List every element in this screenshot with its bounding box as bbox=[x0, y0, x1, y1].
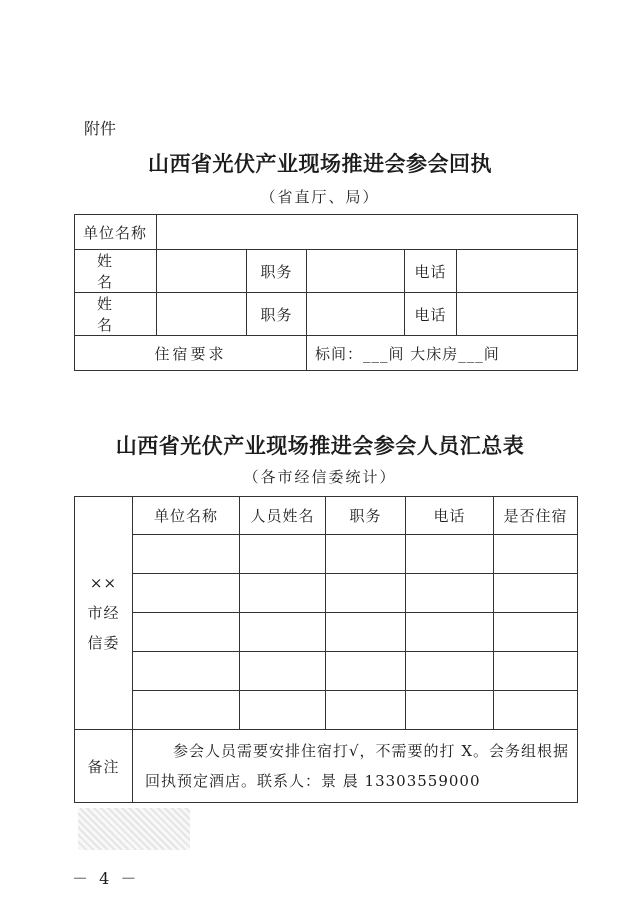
header-phone: 电话 bbox=[406, 497, 494, 535]
cell[interactable] bbox=[326, 652, 406, 691]
table-row bbox=[75, 293, 578, 336]
page-number: － 4 － bbox=[72, 869, 140, 888]
cell[interactable] bbox=[240, 652, 326, 691]
table-row bbox=[75, 215, 578, 250]
table-row bbox=[75, 691, 578, 730]
name-label: 姓 名 bbox=[75, 293, 157, 336]
cell[interactable] bbox=[240, 574, 326, 613]
note-text: 参会人员需要安排住宿打√，不需要的打 X。会务组根据回执预定酒店。联系人：景 晨 13303559000 bbox=[133, 730, 578, 803]
header-position: 职务 bbox=[326, 497, 406, 535]
header-lodging: 是否住宿 bbox=[494, 497, 578, 535]
table-row bbox=[75, 336, 578, 371]
reply-receipt-table bbox=[74, 214, 578, 371]
table-row bbox=[75, 574, 578, 613]
city-label-line-2: 市经 bbox=[87, 604, 120, 622]
unit-name-field[interactable] bbox=[157, 215, 578, 250]
name-label: 姓 名 bbox=[75, 250, 157, 293]
position-field[interactable] bbox=[307, 293, 405, 336]
city-committee-label bbox=[75, 497, 133, 730]
cell[interactable] bbox=[326, 613, 406, 652]
phone-label: 电话 bbox=[405, 293, 457, 336]
cell[interactable] bbox=[406, 574, 494, 613]
attachment-label: 附件 bbox=[84, 119, 117, 138]
table-row bbox=[75, 613, 578, 652]
lodging-label: 住宿要求 bbox=[75, 336, 307, 371]
cell[interactable] bbox=[133, 574, 240, 613]
cell[interactable] bbox=[240, 691, 326, 730]
cell[interactable] bbox=[133, 652, 240, 691]
form2-subtitle: （各市经信委统计） bbox=[243, 468, 397, 486]
form1-title: 山西省光伏产业现场推进会参会回执 bbox=[148, 152, 492, 176]
cell[interactable] bbox=[406, 691, 494, 730]
header-unit-name: 单位名称 bbox=[133, 497, 240, 535]
note-label: 备注 bbox=[75, 730, 133, 803]
table-row bbox=[75, 652, 578, 691]
cell[interactable] bbox=[133, 691, 240, 730]
unit-name-label: 单位名称 bbox=[75, 215, 157, 250]
name-field[interactable] bbox=[157, 250, 247, 293]
form2-title: 山西省光伏产业现场推进会参会人员汇总表 bbox=[115, 434, 525, 458]
phone-label: 电话 bbox=[405, 250, 457, 293]
summary-table bbox=[74, 496, 578, 803]
cell[interactable] bbox=[133, 535, 240, 574]
cell[interactable] bbox=[494, 535, 578, 574]
city-label-line-1: ×× bbox=[89, 574, 118, 592]
cell[interactable] bbox=[240, 535, 326, 574]
header-person-name: 人员姓名 bbox=[240, 497, 326, 535]
cell[interactable] bbox=[406, 652, 494, 691]
cell[interactable] bbox=[406, 535, 494, 574]
position-field[interactable] bbox=[307, 250, 405, 293]
position-label: 职务 bbox=[247, 293, 307, 336]
cell[interactable] bbox=[326, 535, 406, 574]
table-row bbox=[75, 730, 578, 803]
cell[interactable] bbox=[494, 691, 578, 730]
cell[interactable] bbox=[494, 652, 578, 691]
lodging-field[interactable]: 标间：___间 大床房___间 bbox=[307, 336, 578, 371]
table-row bbox=[75, 250, 578, 293]
cell[interactable] bbox=[326, 574, 406, 613]
cell[interactable] bbox=[133, 613, 240, 652]
phone-field[interactable] bbox=[457, 250, 578, 293]
name-field[interactable] bbox=[157, 293, 247, 336]
cell[interactable] bbox=[494, 574, 578, 613]
table-header-row bbox=[75, 497, 578, 535]
phone-field[interactable] bbox=[457, 293, 578, 336]
cell[interactable] bbox=[494, 613, 578, 652]
form1-subtitle: （省直厅、局） bbox=[260, 188, 380, 206]
table-row bbox=[75, 535, 578, 574]
cell[interactable] bbox=[326, 691, 406, 730]
faded-stamp-mark bbox=[78, 808, 190, 850]
position-label: 职务 bbox=[247, 250, 307, 293]
city-label-line-3: 信委 bbox=[87, 634, 120, 652]
cell[interactable] bbox=[240, 613, 326, 652]
cell[interactable] bbox=[406, 613, 494, 652]
